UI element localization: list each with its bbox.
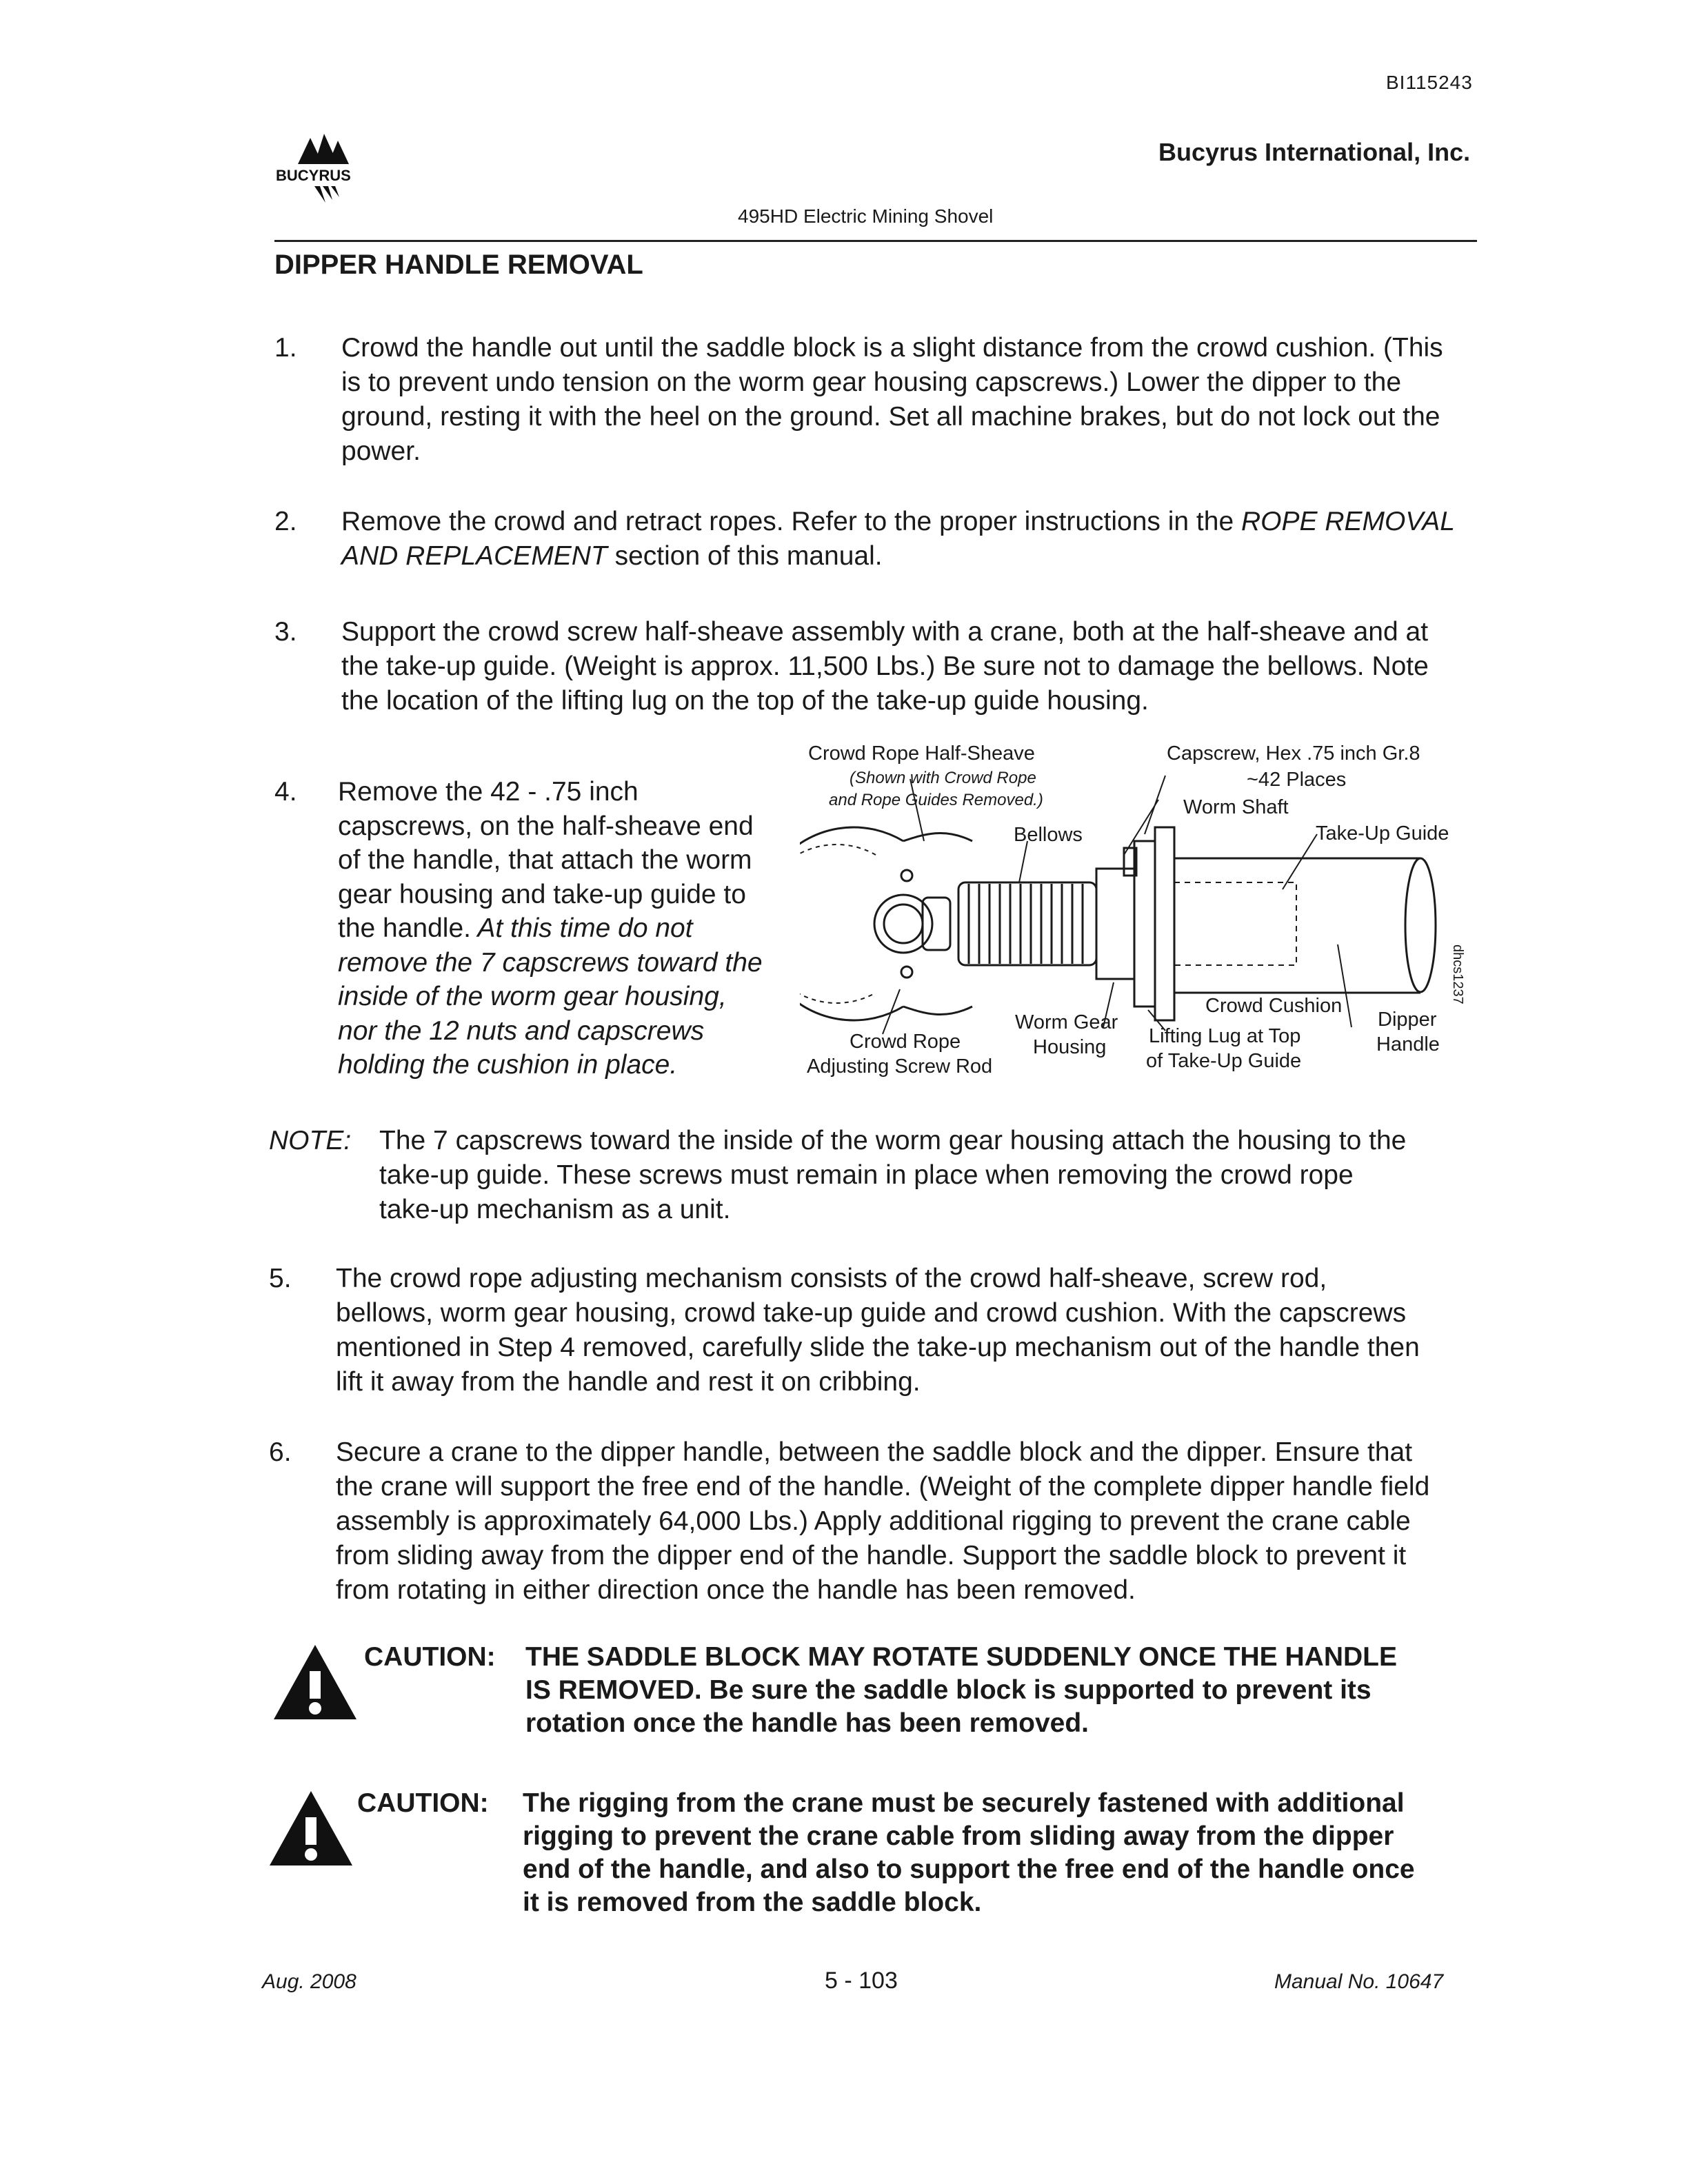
leader-take-up-guide [1283, 834, 1317, 889]
text-line: it is removed from the saddle block. [523, 1888, 982, 1917]
handle-flange [1155, 827, 1174, 1020]
warning-triangle-icon [266, 1787, 356, 1870]
text-line: The 7 capscrews toward the inside of the worm gear housing attach the housing to the [379, 1126, 1407, 1155]
page-number: 5 - 103 [825, 1968, 898, 1994]
leader-bellows [1019, 841, 1027, 882]
text-run: Remove the crowd and retract ropes. Refer to the proper instructions in the [341, 507, 1241, 536]
step-number: 6. [269, 1437, 292, 1467]
text-run: section of this manual. [607, 541, 883, 571]
text-line: the location of the lifting lug on the top of the take-up guide housing. [341, 686, 1149, 716]
text-line: Secure a crane to the dipper handle, between the saddle block and the dipper. Ensure that [336, 1437, 1413, 1467]
text-line: holding the cushion in place. [338, 1050, 678, 1080]
step-number: 3. [274, 617, 297, 647]
text-line: take-up mechanism as a unit. [379, 1195, 731, 1224]
text-run: the handle. [338, 913, 472, 943]
text-line: inside of the worm gear housing, [338, 982, 727, 1011]
half-sheave-outline [800, 827, 903, 1020]
text-line: power. [341, 436, 421, 466]
svg-text:BUCYRUS: BUCYRUS [276, 167, 351, 184]
text-run-italic: At this time do not [471, 913, 693, 943]
text-line: lift it away from the handle and rest it on cribbing. [336, 1367, 921, 1397]
leader-adjusting-rod [883, 989, 900, 1034]
text-line: remove the 7 capscrews toward the [338, 947, 763, 978]
leader-capscrew [1145, 776, 1165, 834]
step-text [336, 1435, 1471, 1608]
text-line: The crowd rope adjusting mechanism consists of the crowd half-sheave, screw rod, [336, 1264, 1327, 1293]
note-label: NOTE: [269, 1126, 352, 1155]
text-line: is to prevent undo tension on the worm gear housing capscrews.) Lower the dipper to the [341, 367, 1402, 397]
label-capscrew: Capscrew, Hex .75 inch Gr.8 [1167, 742, 1420, 765]
manual-subtitle: 495HD Electric Mining Shovel [738, 205, 994, 227]
step-text [336, 1262, 1471, 1399]
label-lifting-lug: Lifting Lug at Top [1149, 1025, 1301, 1047]
label-bellows: Bellows [1014, 824, 1083, 846]
label-half-sheave-note2: and Rope Guides Removed.) [829, 791, 1043, 809]
text-line [338, 911, 807, 946]
text-line: THE SADDLE BLOCK MAY ROTATE SUDDENLY ONCE THE HANDLE [525, 1642, 1397, 1672]
text-line: Remove the 42 - .75 inch [338, 777, 639, 807]
label-worm-shaft: Worm Shaft [1183, 796, 1289, 818]
label-crowd-cushion: Crowd Cushion [1205, 995, 1343, 1017]
section-title: DIPPER HANDLE REMOVAL [274, 250, 643, 280]
step-number: 1. [274, 333, 297, 363]
label-crowd-rope: Crowd Rope [850, 1031, 961, 1053]
leader-half-sheave [910, 779, 924, 841]
label-half-sheave: Crowd Rope Half-Sheave [808, 742, 1035, 765]
text-line [341, 539, 1477, 574]
sheave-hole-bottom [901, 967, 912, 978]
text-line: the crane will support the free end of the handle. (Weight of the complete dipper handle field [336, 1472, 1430, 1502]
text-line: rigging to prevent the crane cable from sliding away from the dipper [523, 1821, 1394, 1851]
text-line: assembly is approximately 64,000 Lbs.) Apply additional rigging to prevent the crane cable [336, 1506, 1411, 1536]
company-name: Bucyrus International, Inc. [1158, 138, 1471, 166]
text-line: nor the 12 nuts and capscrews [338, 1015, 705, 1046]
label-half-sheave-note1: (Shown with Crowd Rope [850, 769, 1036, 787]
label-adjusting-screw-rod: Adjusting Screw Rod [807, 1055, 993, 1078]
label-worm-gear: Worm Gear [1015, 1011, 1118, 1033]
caution-text [523, 1787, 1464, 1919]
caution-2 [266, 1787, 1477, 1925]
bucyrus-logo [274, 131, 392, 207]
text-line: from sliding away from the dipper end of the handle. Support the saddle block to prevent it [336, 1541, 1407, 1570]
caution-label: CAUTION: [357, 1788, 489, 1818]
section-reference: ROPE REMOVAL [1240, 507, 1455, 536]
text-line: The rigging from the crane must be securely fastened with additional [523, 1788, 1405, 1818]
caution-text [525, 1641, 1467, 1740]
text-line [341, 505, 1477, 539]
caution-label: CAUTION: [364, 1642, 496, 1672]
text-line: IS REMOVED. Be sure the saddle block is supported to prevent its [525, 1675, 1372, 1705]
step-text [341, 331, 1477, 469]
text-line: ground, resting it with the heel on the ground. Set all machine brakes, but do not lock out the [341, 402, 1440, 432]
figure-id: dhcs1237 [1450, 944, 1465, 1004]
half-sheave-top [903, 833, 972, 841]
rope-groove-dashed [800, 845, 876, 1003]
label-handle: Handle [1376, 1033, 1440, 1055]
bellows-ribs [969, 884, 1083, 964]
sheave-eye-inner [884, 904, 923, 943]
caution-1 [270, 1641, 1477, 1744]
text-line: of the handle, that attach the worm [338, 845, 752, 875]
take-up-mechanism-diagram [800, 738, 1489, 1096]
text-line: mentioned in Step 4 removed, carefully slide the take-up mechanism out of the handle then [336, 1333, 1420, 1362]
step-text [338, 775, 807, 1082]
manual-number: Manual No. 10647 [1274, 1970, 1444, 1993]
text-line: rotation once the handle has been removed. [525, 1708, 1089, 1738]
text-line: from rotating in either direction once the handle has been removed. [336, 1575, 1136, 1605]
footer-date: Aug. 2008 [262, 1970, 356, 1993]
text-line: Crowd the handle out until the saddle block is a slight distance from the crowd cushion. (This [341, 333, 1443, 363]
document-number: BI115243 [1386, 72, 1473, 93]
text-line: take-up guide. These screws must remain in place when removing the crowd rope [379, 1160, 1354, 1190]
text-line: the take-up guide. (Weight is approx. 11,500 Lbs.) Be sure not to damage the bellows. Note [341, 651, 1429, 681]
text-line: end of the handle, and also to support the free end of the handle once [523, 1854, 1415, 1884]
section-reference: AND REPLACEMENT [341, 541, 607, 571]
warning-triangle-icon [270, 1641, 360, 1723]
label-worm-gear-housing: Housing [1033, 1036, 1107, 1058]
sheave-hole-top [901, 870, 912, 881]
half-sheave-bottom [903, 1007, 972, 1015]
step-number: 2. [274, 507, 297, 536]
label-take-up-guide: Take-Up Guide [1316, 822, 1449, 845]
step-text [341, 505, 1477, 574]
text-line: Support the crowd screw half-sheave assembly with a crane, both at the half-sheave and at [341, 617, 1429, 647]
label-dipper: Dipper [1378, 1009, 1437, 1031]
text-line: capscrews, on the half-sheave end [338, 811, 754, 841]
take-up-guide-hidden [1174, 882, 1296, 965]
step-text [341, 615, 1477, 718]
header-rule [274, 240, 1477, 242]
handle-end [1405, 858, 1436, 992]
step-number: 4. [274, 777, 297, 807]
text-line: bellows, worm gear housing, crowd take-up guide and crowd cushion. With the capscrews [336, 1298, 1407, 1328]
label-lifting-lug-location: of Take-Up Guide [1146, 1050, 1302, 1072]
step-number: 5. [269, 1264, 292, 1293]
text-line: gear housing and take-up guide to [338, 879, 746, 909]
label-capscrew-places: ~42 Places [1247, 769, 1347, 791]
note-text [379, 1124, 1483, 1227]
worm-gear-housing [1096, 869, 1134, 979]
